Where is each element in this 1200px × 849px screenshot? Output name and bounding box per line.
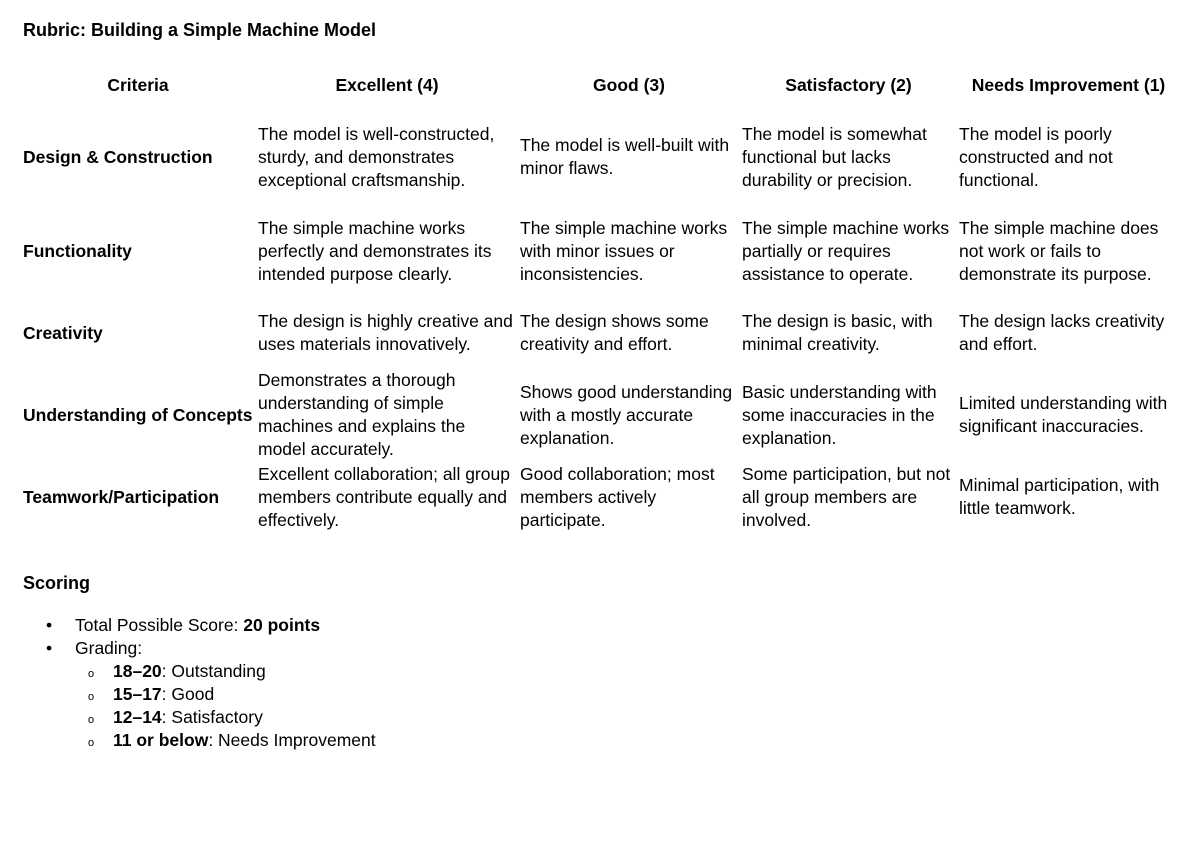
needs-improvement-cell: The design lacks creativity and effort. <box>959 311 1165 354</box>
grade-item <box>75 706 376 729</box>
table-row <box>20 462 1180 532</box>
grading-list <box>75 660 376 752</box>
criteria-cell: Design & Construction <box>23 146 213 167</box>
scoring-list <box>46 614 376 752</box>
scoring-heading: Scoring <box>23 573 91 593</box>
satisfactory-cell: Basic understanding with some inaccuracies in the explanation. <box>742 381 937 448</box>
needs-improvement-cell: The simple machine does not work or fails to demonstrate its purpose. <box>959 217 1159 284</box>
header-excellent: Excellent (4) <box>335 74 439 95</box>
grade-item <box>75 683 376 706</box>
table-row <box>20 368 1180 462</box>
grade-label: : Outstanding <box>161 661 266 681</box>
grade-item <box>75 729 376 752</box>
header-needs-improvement: Needs Improvement (1) <box>971 74 1166 95</box>
table-header-row <box>20 60 1180 110</box>
header-good: Good (3) <box>593 74 665 95</box>
satisfactory-cell: The design is basic, with minimal creativity. <box>742 311 933 354</box>
needs-improvement-cell: The model is poorly constructed and not functional. <box>959 123 1113 190</box>
excellent-cell: Demonstrates a thorough understanding of simple machines and explains the model accurately. <box>258 370 466 459</box>
grade-range: 18–20 <box>113 661 162 681</box>
criteria-cell: Teamwork/Participation <box>23 486 220 507</box>
criteria-cell: Functionality <box>23 240 132 261</box>
good-cell: The design shows some creativity and effort. <box>520 311 709 354</box>
grade-item <box>75 660 376 683</box>
criteria-cell: Understanding of Concepts <box>23 404 253 425</box>
grade-range: 15–17 <box>113 684 162 704</box>
satisfactory-cell: The model is somewhat functional but lacks durability or precision. <box>742 123 927 190</box>
grade-range: 12–14 <box>113 707 162 727</box>
excellent-cell: The simple machine works perfectly and demonstrates its intended purpose clearly. <box>258 217 492 284</box>
needs-improvement-cell: Limited understanding with significant inaccuracies. <box>959 393 1168 436</box>
total-score-label: Total Possible Score: <box>75 615 244 635</box>
good-cell: Good collaboration; most members actively participate. <box>520 463 715 530</box>
total-score-item <box>46 614 376 637</box>
table-row <box>20 110 1180 204</box>
criteria-cell: Creativity <box>23 322 103 343</box>
needs-improvement-cell: Minimal participation, with little teamwork. <box>959 475 1160 518</box>
grade-label: : Needs Improvement <box>208 730 376 750</box>
page-title: Rubric: Building a Simple Machine Model <box>23 20 377 40</box>
total-score-value: 20 points <box>243 615 321 635</box>
grade-range: 11 or below <box>113 730 209 750</box>
excellent-cell: Excellent collaboration; all group members contribute equally and effectively. <box>258 463 510 530</box>
table-row <box>20 298 1180 368</box>
excellent-cell: The model is well-constructed, sturdy, and demonstrates exceptional craftsmanship. <box>258 123 495 190</box>
table-row <box>20 204 1180 298</box>
excellent-cell: The design is highly creative and uses materials innovatively. <box>258 311 513 354</box>
good-cell: Shows good understanding with a mostly accurate explanation. <box>520 381 733 448</box>
grading-item <box>46 637 376 752</box>
header-criteria: Criteria <box>107 74 169 95</box>
good-cell: The model is well-built with minor flaws. <box>520 135 730 178</box>
good-cell: The simple machine works with minor issues or inconsistencies. <box>520 217 728 284</box>
satisfactory-cell: Some participation, but not all group members are involved. <box>742 463 951 530</box>
header-satisfactory: Satisfactory (2) <box>785 74 912 95</box>
grading-label: Grading: <box>75 638 143 658</box>
grade-label: : Satisfactory <box>161 707 263 727</box>
grade-label: : Good <box>161 684 215 704</box>
rubric-table <box>20 60 1180 532</box>
satisfactory-cell: The simple machine works partially or requires assistance to operate. <box>742 217 950 284</box>
